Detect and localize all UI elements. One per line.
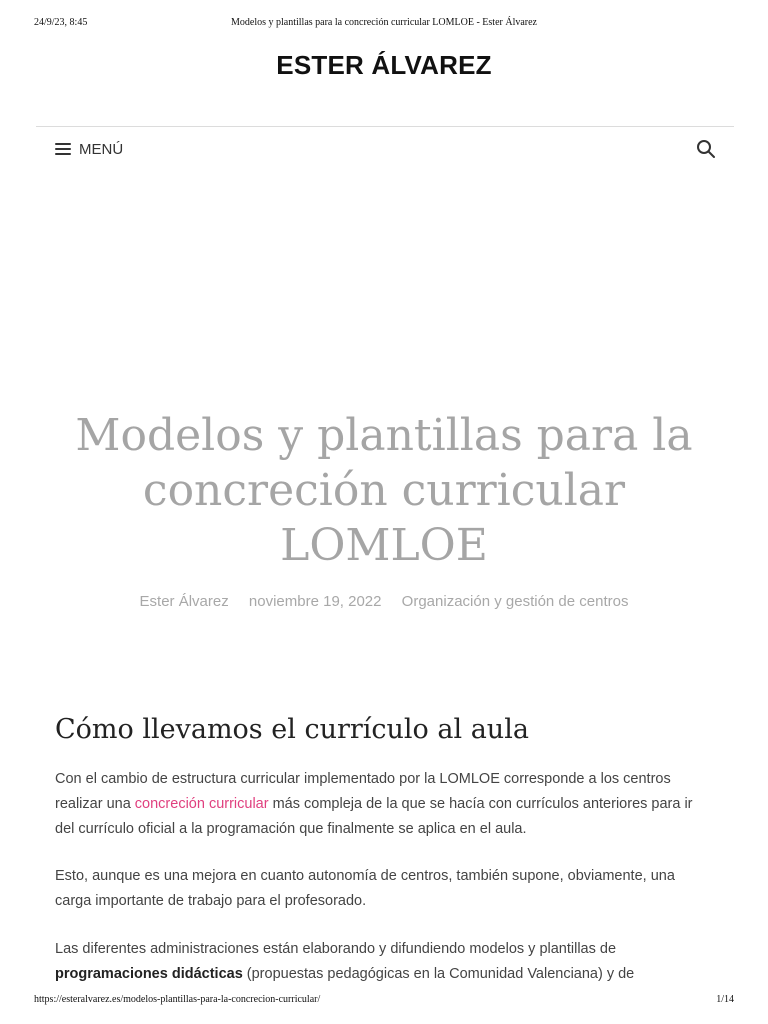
paragraph-3-text-end: (propuestas pedagógicas en la Comunidad Valenciana) y de [242,966,635,982]
paragraph-3-bold: programaciones didácticas [55,966,243,982]
concrecion-curricular-link[interactable]: concreción curricular [134,796,269,812]
print-timestamp: 24/9/23, 8:45 [34,17,88,28]
print-url: https://esteralvarez.es/modelos-plantillas-para-la-concrecion-curricular/ [34,994,321,1005]
paragraph-1-text-start: Con el cambio de estructura curricular implementado por la LOMLOE corresponde a los centros realizar una [55,771,671,812]
search-icon [696,139,716,159]
site-title[interactable]: ESTER ÁLVAREZ [276,50,492,80]
hamburger-icon [55,143,71,155]
post-author-link[interactable]: Ester Álvarez [139,593,229,610]
print-page-number: 1/14 [716,994,734,1005]
post-category-link[interactable]: Organización y gestión de centros [401,593,629,610]
paragraph-3-text-start: Las diferentes administraciones están elaborando y difundiendo modelos y plantillas de [55,941,617,957]
paragraph-1-text-end: más compleja de la que se hacía con currículos anteriores para ir del currículo oficial a la programación que finalmente se aplica en el aula. [55,796,693,837]
paragraph-1 [55,767,715,842]
post-meta [0,593,768,610]
paragraph-3 [55,937,715,987]
section-heading: Cómo llevamos el currículo al aula [55,714,529,745]
menu-button[interactable] [55,139,123,159]
menu-label: MENÚ [79,140,124,158]
paragraph-2: Esto, aunque es una mejora en cuanto autonomía de centros, también supone, obviamente, una carga importante de trabajo para el profesorado. [55,868,675,909]
post-date-link[interactable]: noviembre 19, 2022 [248,593,382,610]
print-page-title: Modelos y plantillas para la concreción curricular LOMLOE - Ester Álvarez [231,17,537,28]
header-divider [36,126,734,127]
search-button[interactable] [696,139,716,159]
post-title: Modelos y plantillas para la concreción curricular LOMLOE [75,410,693,571]
